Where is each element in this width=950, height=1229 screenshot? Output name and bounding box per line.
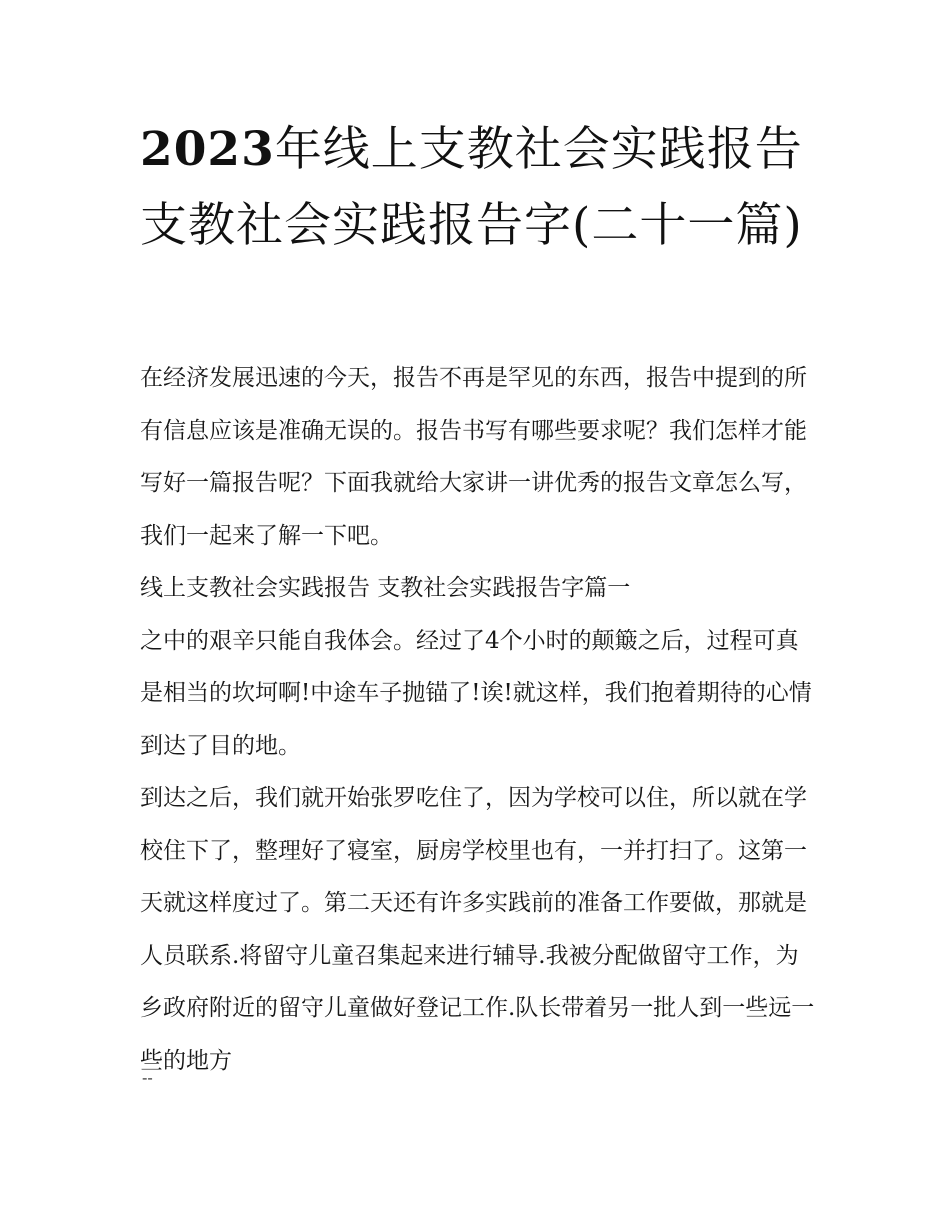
document-body <box>140 352 820 1087</box>
body-paragraph: 到达之后，我们就开始张罗吃住了，因为学校可以住，所以就在学校住下了，整理好了寝室，厨房学校里也有，一并打扫了。这第一天就这样度过了。第二天还有许多实践前的准备工作要做，那就是人员联系.将留守儿童召集起来进行辅导.我被分配做留守工作，为乡政府附近的留守儿童做好登记工作.队长带着另一批人到一些远一些的地方 <box>140 785 815 1074</box>
title-year: 2023 <box>140 122 275 177</box>
title-text: 年线上支教社会实践报告支教社会实践报告字(二十一篇) <box>140 122 803 253</box>
intro-paragraph: 在经济发展迅速的今天，报告不再是罕见的东西，报告中提到的所有信息应该是准确无误的。报告书写有哪些要求呢？我们怎样才能写好一篇报告呢？下面我就给大家讲一讲优秀的报告文章怎么写，我们一起来了解一下吧。 <box>140 365 807 549</box>
page-end-mark: -- <box>142 1068 153 1087</box>
section-heading: 线上支教社会实践报告 支教社会实践报告字篇一 <box>140 575 631 601</box>
document-title <box>140 112 820 264</box>
body-paragraph: 之中的艰辛只能自我体会。经过了4个小时的颠簸之后，过程可真是相当的坎坷啊!中途车子抛锚了!诶!就这样，我们抱着期待的心情到达了目的地。 <box>140 627 812 759</box>
